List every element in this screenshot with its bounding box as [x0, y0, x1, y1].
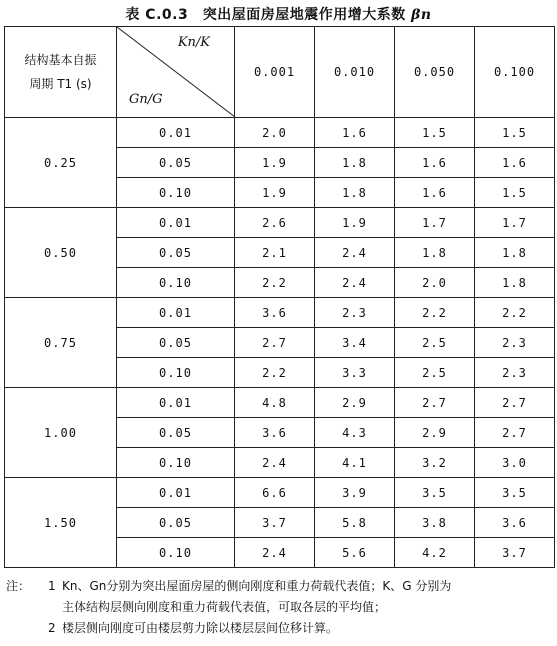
factor-value-cell: 1.7 — [395, 208, 475, 238]
factor-value-cell: 2.2 — [475, 298, 555, 328]
factor-value-cell: 5.8 — [315, 508, 395, 538]
period-header-cell — [5, 27, 117, 118]
factor-value-cell: 2.0 — [235, 118, 315, 148]
factor-value-cell: 2.6 — [235, 208, 315, 238]
table-title-text: 表 C.0.3 突出屋面房屋地震作用增大系数 — [125, 7, 406, 23]
weight-ratio-cell: 0.05 — [117, 328, 235, 358]
factor-value-cell: 1.9 — [315, 208, 395, 238]
weight-ratio-cell: 0.10 — [117, 448, 235, 478]
factor-value-cell: 2.4 — [315, 238, 395, 268]
factor-value-cell: 2.1 — [235, 238, 315, 268]
factor-value-cell: 3.6 — [475, 508, 555, 538]
factor-value-cell: 2.2 — [235, 358, 315, 388]
factor-value-cell: 1.6 — [475, 148, 555, 178]
factor-value-cell: 2.3 — [475, 358, 555, 388]
period-header-line2: 周期 T1 (s) — [29, 77, 92, 91]
header-row — [5, 27, 555, 118]
factor-value-cell: 4.8 — [235, 388, 315, 418]
factor-value-cell: 1.5 — [475, 118, 555, 148]
factor-value-cell: 4.1 — [315, 448, 395, 478]
note-number: 2 — [48, 621, 56, 635]
factor-value-cell: 1.8 — [475, 268, 555, 298]
factor-value-cell: 2.5 — [395, 328, 475, 358]
factor-value-cell: 3.4 — [315, 328, 395, 358]
table-row — [5, 208, 555, 238]
factor-value-cell: 2.0 — [395, 268, 475, 298]
weight-ratio-cell: 0.10 — [117, 178, 235, 208]
factor-value-cell: 3.3 — [315, 358, 395, 388]
table-title-symbol: βn — [411, 7, 432, 23]
factor-value-cell: 4.2 — [395, 538, 475, 568]
factor-value-cell: 1.8 — [315, 148, 395, 178]
factor-value-cell: 3.2 — [395, 448, 475, 478]
factor-value-cell: 2.9 — [395, 418, 475, 448]
weight-ratio-cell: 0.05 — [117, 508, 235, 538]
factor-value-cell: 1.7 — [475, 208, 555, 238]
factor-value-cell: 1.5 — [395, 118, 475, 148]
factor-value-cell: 2.4 — [235, 538, 315, 568]
factor-value-cell: 3.6 — [235, 418, 315, 448]
factor-value-cell: 3.5 — [395, 478, 475, 508]
note-number: 1 — [48, 579, 56, 593]
weight-ratio-cell: 0.10 — [117, 538, 235, 568]
factor-value-cell: 1.9 — [235, 178, 315, 208]
period-cell: 0.50 — [5, 208, 117, 298]
factor-value-cell: 3.6 — [235, 298, 315, 328]
period-header-line1: 结构基本自振 — [24, 53, 97, 67]
note-item-continued — [6, 597, 554, 618]
factor-value-cell: 2.7 — [235, 328, 315, 358]
note-text: 主体结构层侧向刚度和重力荷载代表值，可取各层的平均值； — [62, 600, 387, 614]
factor-value-cell: 3.5 — [475, 478, 555, 508]
factor-value-cell: 2.3 — [315, 298, 395, 328]
note-item — [6, 618, 554, 639]
k-ratio-header: 0.050 — [395, 27, 475, 118]
note-text: 楼层侧向刚度可由楼层剪力除以楼层层间位移计算。 — [62, 621, 339, 635]
factor-value-cell: 1.5 — [475, 178, 555, 208]
weight-ratio-cell: 0.05 — [117, 418, 235, 448]
factor-value-cell: 2.4 — [315, 268, 395, 298]
factor-value-cell: 3.9 — [315, 478, 395, 508]
k-ratio-header: 0.100 — [475, 27, 555, 118]
period-cell: 1.50 — [5, 478, 117, 568]
weight-ratio-cell: 0.01 — [117, 298, 235, 328]
factor-value-cell: 1.9 — [235, 148, 315, 178]
k-ratio-header: 0.001 — [235, 27, 315, 118]
factor-value-cell: 1.6 — [315, 118, 395, 148]
weight-ratio-cell: 0.01 — [117, 478, 235, 508]
factor-value-cell: 1.6 — [395, 148, 475, 178]
factor-value-cell: 1.8 — [395, 238, 475, 268]
factor-value-cell: 2.3 — [475, 328, 555, 358]
factor-value-cell: 5.6 — [315, 538, 395, 568]
factor-value-cell: 3.8 — [395, 508, 475, 538]
factor-value-cell: 2.4 — [235, 448, 315, 478]
table-notes — [6, 576, 554, 639]
factor-value-cell: 6.6 — [235, 478, 315, 508]
factor-value-cell: 1.8 — [475, 238, 555, 268]
factor-value-cell: 2.7 — [395, 388, 475, 418]
factor-value-cell: 2.9 — [315, 388, 395, 418]
factor-value-cell: 2.7 — [475, 388, 555, 418]
factor-value-cell: 4.3 — [315, 418, 395, 448]
table-row — [5, 118, 555, 148]
weight-ratio-cell: 0.01 — [117, 208, 235, 238]
amplification-factor-table — [4, 26, 555, 568]
table-row — [5, 388, 555, 418]
note-item — [6, 576, 554, 597]
weight-ratio-cell: 0.05 — [117, 238, 235, 268]
weight-ratio-cell: 0.01 — [117, 388, 235, 418]
k-ratio-header: 0.010 — [315, 27, 395, 118]
weight-ratio-cell: 0.05 — [117, 148, 235, 178]
factor-value-cell: 1.6 — [395, 178, 475, 208]
stiffness-ratio-label: Kn/K — [177, 35, 210, 50]
factor-value-cell: 3.7 — [475, 538, 555, 568]
factor-value-cell: 1.8 — [315, 178, 395, 208]
table-row — [5, 298, 555, 328]
period-cell: 0.25 — [5, 118, 117, 208]
weight-ratio-cell: 0.10 — [117, 358, 235, 388]
factor-value-cell: 2.7 — [475, 418, 555, 448]
weight-ratio-label: Gn/G — [129, 92, 163, 107]
diagonal-header-cell — [117, 27, 235, 118]
table-title — [0, 4, 557, 24]
period-cell: 0.75 — [5, 298, 117, 388]
factor-value-cell: 2.2 — [235, 268, 315, 298]
note-text: Kn、Gn分别为突出屋面房屋的侧向刚度和重力荷载代表值；K、G 分别为 — [62, 579, 452, 593]
weight-ratio-cell: 0.01 — [117, 118, 235, 148]
factor-value-cell: 3.7 — [235, 508, 315, 538]
factor-value-cell: 2.2 — [395, 298, 475, 328]
period-cell: 1.00 — [5, 388, 117, 478]
factor-value-cell: 3.0 — [475, 448, 555, 478]
table-row — [5, 478, 555, 508]
factor-value-cell: 2.5 — [395, 358, 475, 388]
weight-ratio-cell: 0.10 — [117, 268, 235, 298]
notes-label: 注： — [6, 579, 31, 593]
